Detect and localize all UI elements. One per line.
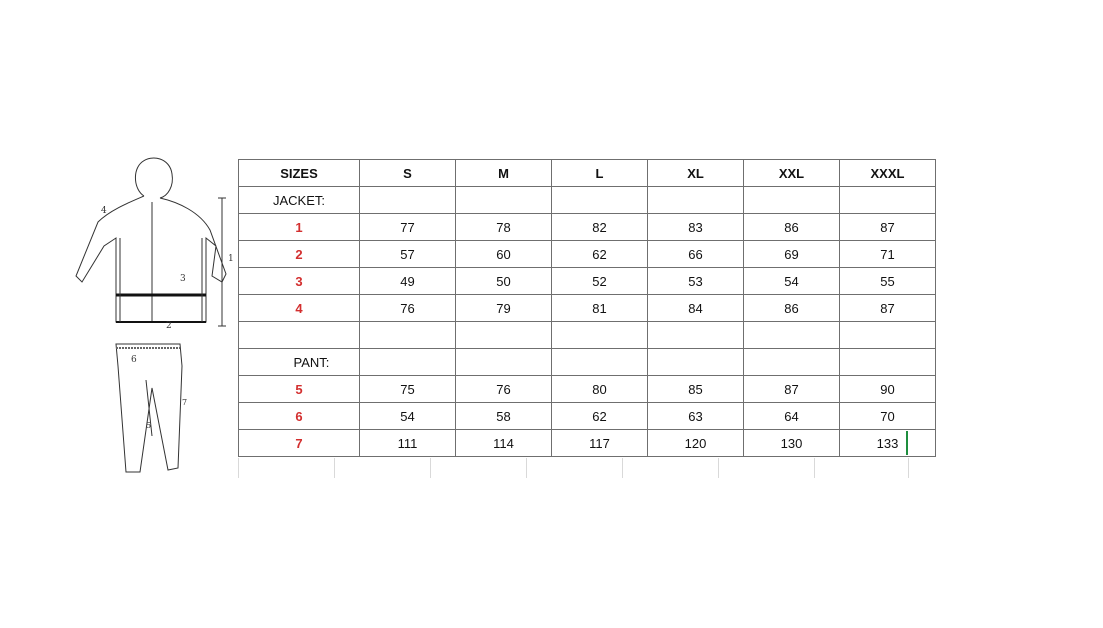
table-cell[interactable]: 52 [552, 268, 648, 295]
row-number[interactable]: 2 [239, 241, 360, 268]
row-number[interactable]: 4 [239, 295, 360, 322]
table-cell[interactable]: 87 [840, 214, 936, 241]
table-cell[interactable]: 69 [744, 241, 840, 268]
table-cell[interactable]: 84 [648, 295, 744, 322]
table-row [239, 376, 936, 403]
table-cell[interactable]: 57 [360, 241, 456, 268]
table-cell[interactable]: 49 [360, 268, 456, 295]
table-cell[interactable]: 120 [648, 430, 744, 457]
table-cell[interactable] [840, 322, 936, 349]
table-cell[interactable]: 80 [552, 376, 648, 403]
table-cell[interactable] [360, 322, 456, 349]
table-cell[interactable]: 63 [648, 403, 744, 430]
table-cell[interactable] [456, 349, 552, 376]
row-number[interactable]: 3 [239, 268, 360, 295]
diagram-label-7: 7 [182, 398, 188, 407]
table-cell[interactable]: 111 [360, 430, 456, 457]
table-cell[interactable]: 86 [744, 214, 840, 241]
diagram-label-5: 5 [146, 421, 152, 430]
table-cell[interactable] [239, 322, 360, 349]
row-number[interactable]: 7 [239, 430, 360, 457]
header-size-xxl[interactable]: XXL [744, 160, 840, 187]
table-cell[interactable]: 64 [744, 403, 840, 430]
table-cell[interactable]: 133 [840, 430, 936, 457]
header-size-l[interactable]: L [552, 160, 648, 187]
table-cell[interactable]: 50 [456, 268, 552, 295]
table-cell[interactable] [840, 187, 936, 214]
table-row [239, 241, 936, 268]
size-chart [238, 159, 936, 457]
table-cell[interactable]: 71 [840, 241, 936, 268]
pant-section-row [239, 349, 936, 376]
table-cell[interactable]: 81 [552, 295, 648, 322]
table-cell[interactable]: 58 [456, 403, 552, 430]
table-cell[interactable]: 83 [648, 214, 744, 241]
table-cell[interactable]: 130 [744, 430, 840, 457]
row-number[interactable]: 5 [239, 376, 360, 403]
table-cell[interactable]: 75 [360, 376, 456, 403]
table-cell[interactable] [648, 322, 744, 349]
header-size-m[interactable]: M [456, 160, 552, 187]
header-size-xxxl[interactable]: XXXL [840, 160, 936, 187]
table-cell[interactable] [456, 187, 552, 214]
table-cell[interactable]: 66 [648, 241, 744, 268]
table-cell[interactable]: 62 [552, 241, 648, 268]
table-cell[interactable]: 90 [840, 376, 936, 403]
row-number[interactable]: 6 [239, 403, 360, 430]
grid-continuation [238, 458, 909, 478]
table-cell[interactable]: 82 [552, 214, 648, 241]
table-cell[interactable] [552, 349, 648, 376]
header-sizes[interactable]: SIZES [239, 160, 360, 187]
row-number[interactable]: 1 [239, 214, 360, 241]
table-cell[interactable] [744, 322, 840, 349]
table-cell[interactable]: 117 [552, 430, 648, 457]
table-cell[interactable]: 114 [456, 430, 552, 457]
table-cell[interactable]: 76 [456, 376, 552, 403]
empty-row [239, 322, 936, 349]
table-cell[interactable]: 77 [360, 214, 456, 241]
table-cell[interactable]: 62 [552, 403, 648, 430]
table-cell[interactable] [744, 349, 840, 376]
header-size-xl[interactable]: XL [648, 160, 744, 187]
table-cell[interactable] [840, 349, 936, 376]
size-table [238, 159, 936, 457]
jacket-section-row [239, 187, 936, 214]
table-cell[interactable]: 79 [456, 295, 552, 322]
table-row [239, 430, 936, 457]
table-row [239, 268, 936, 295]
table-cell[interactable]: 86 [744, 295, 840, 322]
cell-cursor [906, 431, 908, 455]
diagram-label-2: 2 [166, 321, 172, 331]
diagram-label-3: 3 [180, 274, 186, 284]
diagram-label-4: 4 [101, 206, 107, 216]
table-cell[interactable] [552, 322, 648, 349]
table-cell[interactable] [648, 349, 744, 376]
table-cell[interactable] [456, 322, 552, 349]
table-cell[interactable]: 54 [360, 403, 456, 430]
table-cell[interactable] [552, 187, 648, 214]
table-cell[interactable] [360, 349, 456, 376]
table-cell[interactable]: 85 [648, 376, 744, 403]
header-size-s[interactable]: S [360, 160, 456, 187]
table-cell[interactable]: 76 [360, 295, 456, 322]
table-cell[interactable]: 55 [840, 268, 936, 295]
table-cell[interactable]: 78 [456, 214, 552, 241]
table-row [239, 295, 936, 322]
table-row [239, 214, 936, 241]
jacket-pant-sketch [60, 150, 240, 480]
pant-label[interactable]: PANT: [239, 349, 360, 376]
table-cell[interactable]: 70 [840, 403, 936, 430]
jacket-label[interactable]: JACKET: [239, 187, 360, 214]
table-cell[interactable] [648, 187, 744, 214]
table-cell[interactable]: 60 [456, 241, 552, 268]
table-cell[interactable] [744, 187, 840, 214]
diagram-label-1: 1 [228, 254, 234, 264]
table-cell[interactable] [360, 187, 456, 214]
table-cell[interactable]: 87 [744, 376, 840, 403]
header-row [239, 160, 936, 187]
garment-diagram [60, 150, 240, 480]
table-cell[interactable]: 54 [744, 268, 840, 295]
table-cell[interactable]: 87 [840, 295, 936, 322]
diagram-label-6: 6 [131, 355, 137, 365]
table-cell[interactable]: 53 [648, 268, 744, 295]
table-row [239, 403, 936, 430]
